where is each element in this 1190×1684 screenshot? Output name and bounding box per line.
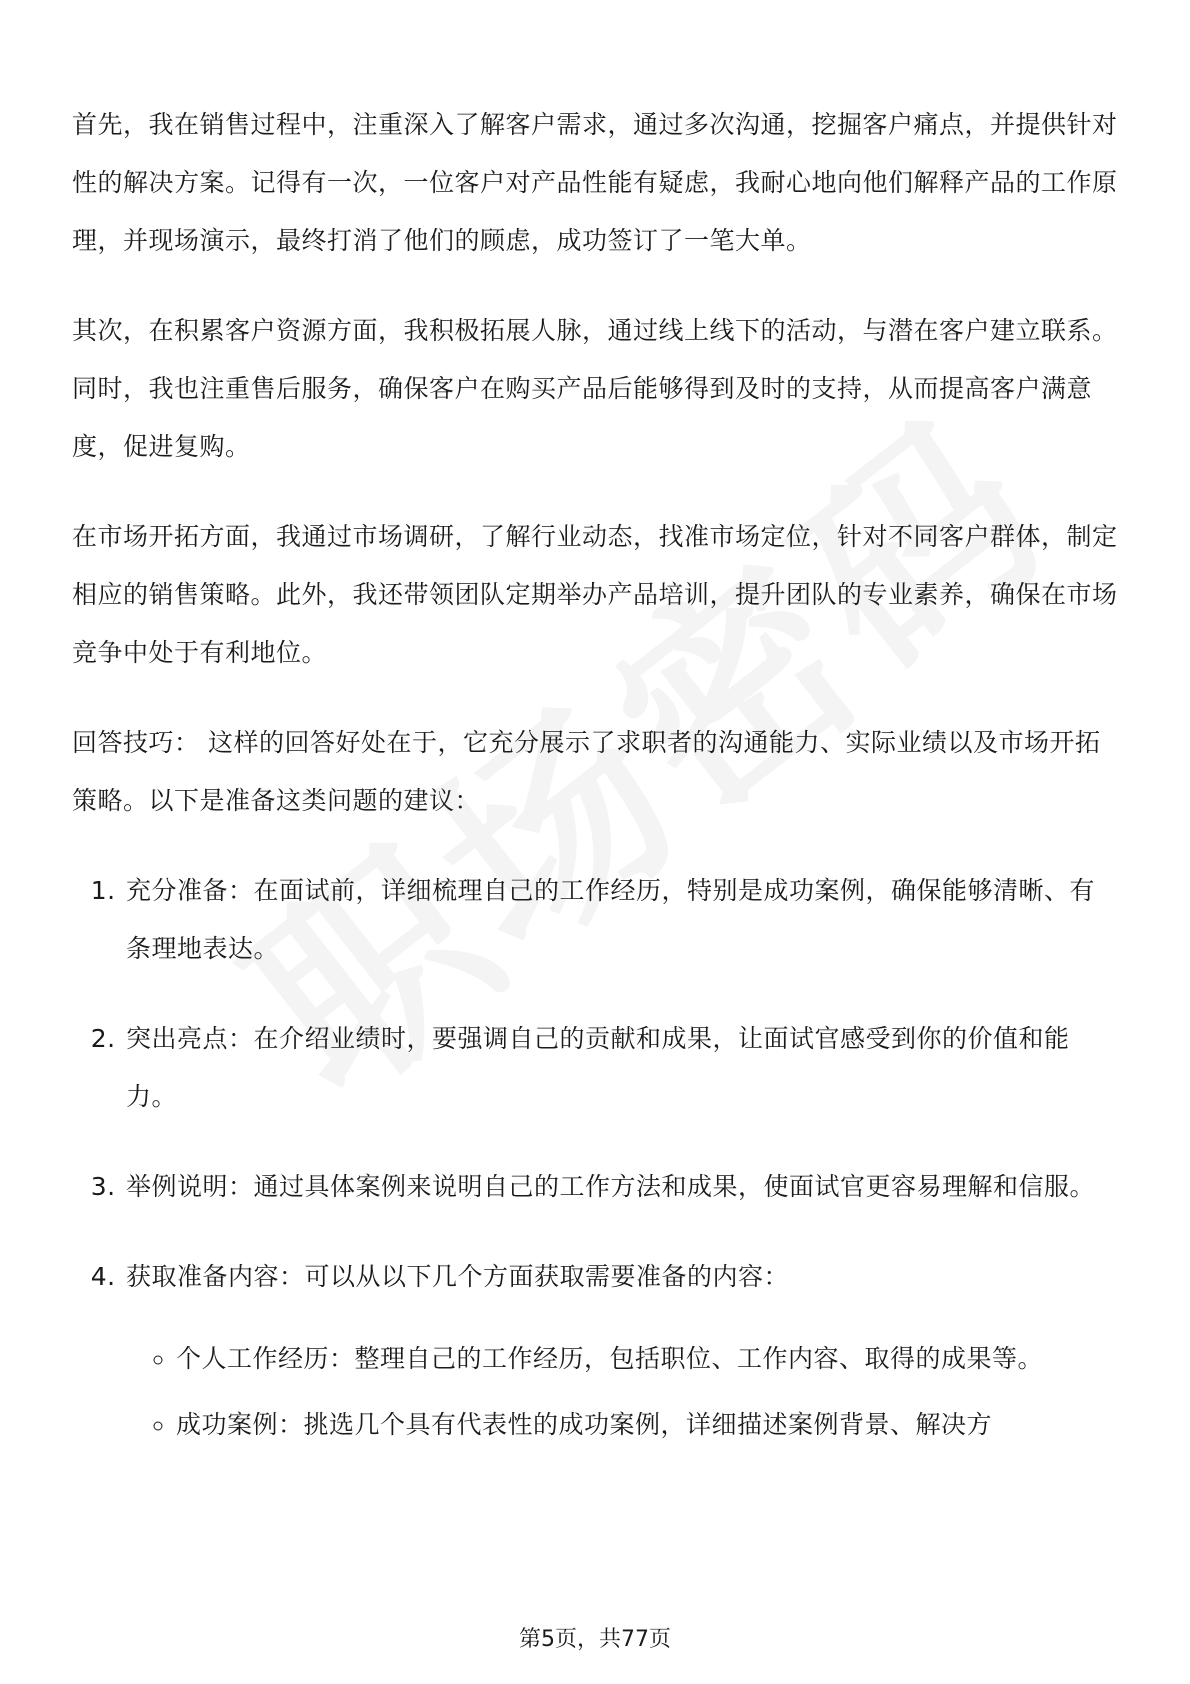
tip-text: 充分准备：在面试前，详细梳理自己的工作经历，特别是成功案例，确保能够清晰、有条理地表达。: [126, 876, 1096, 963]
paragraph-1: 首先，我在销售过程中，注重深入了解客户需求，通过多次沟通，挖掘客户痛点，并提供针对性的解决方案。记得有一次，一位客户对产品性能有疑虑，我耐心地向他们解释产品的工作原理，并现场演示，最终打消了他们的顾虑，成功签订了一笔大单。: [72, 110, 1118, 255]
paragraph-2: 其次，在积累客户资源方面，我积极拓展人脉，通过线上线下的活动，与潜在客户建立联系。同时，我也注重售后服务，确保客户在购买产品后能够得到及时的支持，从而提高客户满意度，促进复购。: [72, 316, 1118, 461]
tips-list: [72, 862, 1120, 1454]
tip-text: 举例说明：通过具体案例来说明自己的工作方法和成果，使面试官更容易理解和信服。: [126, 1172, 1096, 1201]
paragraph-3: 在市场开拓方面，我通过市场调研，了解行业动态，找准市场定位，针对不同客户群体，制定相应的销售策略。此外，我还带领团队定期举办产品培训，提升团队的专业素养，确保在市场竞争中处于有利地位。: [72, 522, 1118, 667]
tip-item-4: [124, 1248, 1120, 1454]
sub-item-1: ◦ 个人工作经历：整理自己的工作经历，包括职位、工作内容、取得的成果等。: [176, 1330, 1120, 1388]
page-number-footer: 第5页，共77页: [519, 1627, 671, 1652]
tip-item-2: [124, 1010, 1120, 1126]
tip-text: 获取准备内容：可以从以下几个方面获取需要准备的内容：: [126, 1262, 790, 1291]
tip-item-1: [124, 862, 1120, 978]
tip-text: 突出亮点：在介绍业绩时，要强调自己的贡献和成果，让面试官感受到你的价值和能力。: [126, 1024, 1070, 1111]
paragraph-answer-tips: 回答技巧： 这样的回答好处在于，它充分展示了求职者的沟通能力、实际业绩以及市场开拓策略。以下是准备这类问题的建议：: [72, 728, 1101, 815]
sub-item-2: ◦ 成功案例：挑选几个具有代表性的成功案例，详细描述案例背景、解决方: [176, 1396, 1120, 1454]
sub-list: [126, 1330, 1120, 1454]
page-content: [72, 96, 1120, 1486]
tip-item-3: [124, 1158, 1120, 1216]
